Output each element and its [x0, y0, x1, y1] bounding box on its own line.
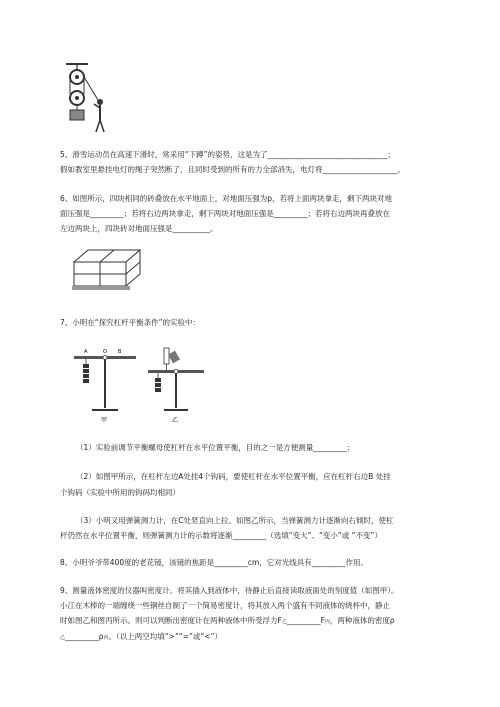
q7-p1: （1）实验前调节平衡螺母使杠杆在水平位置平衡，目的之一是方便测量_________；: [76, 443, 355, 452]
q9-line3: [60, 616, 395, 627]
q6-line1: 6、如图所示，四块相同的砖叠放在水平地面上，对地面压强为p，若将上面两块拿走，剩下两块对地: [60, 194, 393, 203]
q7-p2-line2: 个钩码（实验中所用的钩码均相同）: [60, 488, 180, 497]
label-a: A: [84, 349, 88, 355]
q5-line2: 假如教室里悬挂电灯的绳子突然断了，且同时受到的所有的力全部消失，电灯将____________________。: [60, 165, 405, 174]
q9-line3b: _________F: [286, 616, 325, 625]
q9-line2: 小江在木棒的一端缠绕一些铜丝自制了一个简易密度计，将其放入两个盛有不同液体的烧杯中，静止: [60, 601, 390, 610]
q7-p2-line1: （2）如图甲所示，在杠杆左边A处挂4个钩码，要使杠杆在水平位置平衡，应在杠杆右边B 处挂: [76, 472, 391, 481]
q8-line1: 8、小明爷爷带400度的老花镜，该镜的焦距是_________cm，它对光线具有_________作用。: [60, 558, 369, 567]
q9-sub-yi-2: 乙: [60, 635, 66, 641]
q9-line4b: 。（以上两空均填“>”“=”或“<”）: [108, 632, 222, 641]
q9-line4: [60, 632, 222, 643]
label-jia: 甲: [101, 417, 108, 424]
pulley-figure: [58, 60, 118, 140]
label-b: B: [118, 349, 122, 355]
q9-sub-yi-1: 乙: [281, 619, 287, 625]
q9-sub-bing-1: 丙: [324, 619, 330, 625]
q7-p3-line1: （3）小明又用弹簧测力计，在C处竖直向上拉。如图乙所示，当弹簧测力计逐渐向右倾时，使杠: [76, 516, 394, 525]
q7-title: 7、小明在“探究杠杆平衡条件”的实验中：: [60, 318, 201, 327]
q6-line2: 面压强是_________；若将右边两块拿走，剩下两块对地面压强是_________；若将右边两块再叠放在: [60, 209, 390, 218]
q9-sub-bing-2: 丙: [103, 635, 109, 641]
lever-figure-jia: [70, 346, 140, 426]
q9-line4a: _________ρ: [65, 632, 104, 641]
q6-line3: 左边两块上，四块砖对地面压强是__________。: [60, 224, 218, 233]
q7-p3-line2: 杆仍然在水平位置平衡，则弹簧测力计的示数将逐渐_________（选填“变大”、“变小”或 “不变”）: [60, 531, 382, 540]
label-o: O: [103, 349, 107, 355]
q9-line3a: 时如图乙和图丙所示。则可以判断出密度计在两种液体中所受浮力F: [60, 616, 282, 625]
bricks-figure: [72, 248, 142, 300]
lever-figure-yi: [146, 346, 206, 426]
label-yi: 乙: [172, 417, 179, 424]
q9-line3c: ，两种液体的密度ρ: [329, 616, 395, 625]
q9-line1: 9、测量液体密度的仪器叫密度计。将其插入到液体中，待静止后直接读取液面处的刻度值（如图甲）。: [60, 586, 399, 595]
q5-line1: 5、滑雪运动员在高速下滑时，常采用“下蹲”的姿势，这是为了________________________________；: [60, 150, 396, 159]
